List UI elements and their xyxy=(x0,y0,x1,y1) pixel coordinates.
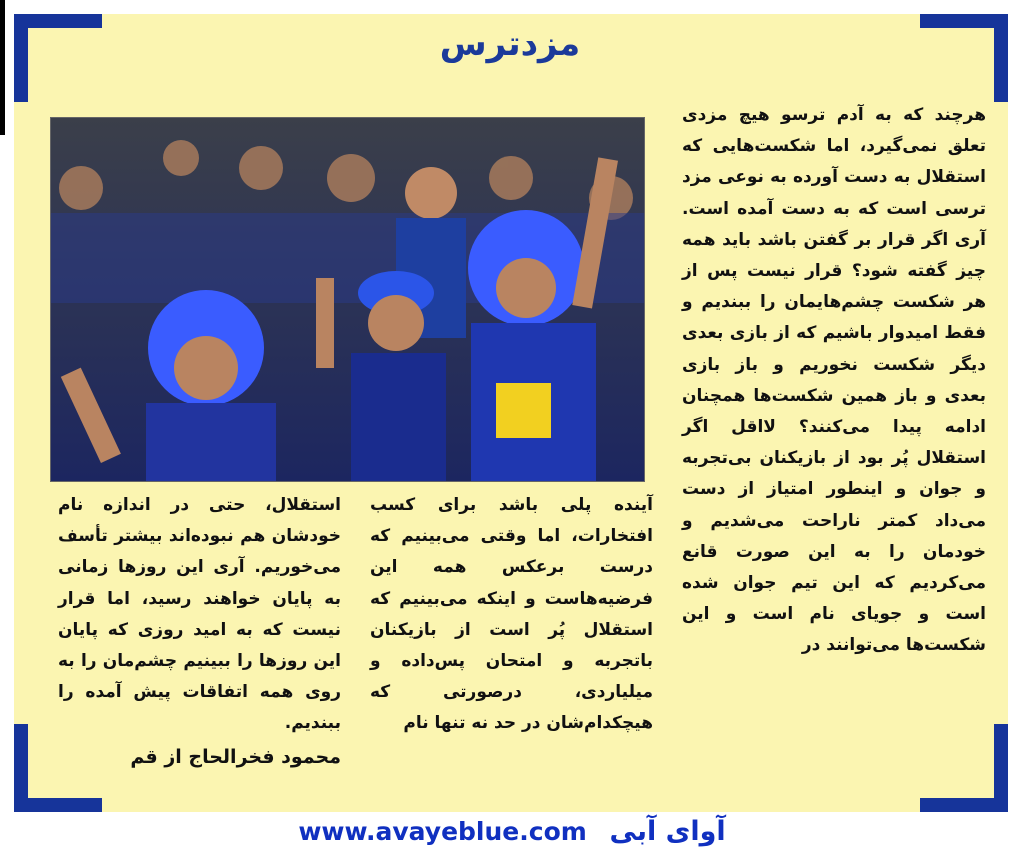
article-column-right xyxy=(682,100,986,762)
corner-bottom-left-v xyxy=(14,724,28,812)
fans-photo xyxy=(50,117,645,482)
corner-bottom-right-v xyxy=(994,724,1008,812)
corner-top-right-v xyxy=(994,14,1008,102)
footer xyxy=(0,816,1024,847)
footer-url[interactable]: www.avayeblue.com xyxy=(298,817,587,846)
footer-brand: آوای آبی xyxy=(609,816,726,847)
black-edge-bar xyxy=(0,0,5,135)
article-column-middle xyxy=(370,490,653,765)
left-column-text: استقلال، حتی در اندازه نام خودشان هم نبوده‌اند بیشتر تأسف می‌خوریم. آری این روزها زمانی به پایان خواهند رسید، اما قرار نیست که به امید روزی که پایان این روزها را ببینیم چشم‌مان را به روی همه اتفاقات پیش آمده را ببندیم. xyxy=(58,495,341,734)
right-column-text: هرچند که به آدم ترسو هیچ مزدی تعلق نمی‌گیرد، اما شکست‌هایی که استقلال به دست آورده به نوعی مزد ترسی است که به دست آمده است. آری اگر قرار بر گفتن باشد باید همه چیز گفته شود؟ قرار نیست پس از هر شکست چشم‌هایمان را ببندیم و فقط امیدوار باشیم که از بازی بعدی دیگر شکست نخوریم و باز بازی بعدی و باز همین شکست‌ها همچنان ادامه پیدا می‌کنند؟ لااقل اگر استقلال پُر بود از بازیکنان بی‌تجربه و جوان و اینطور امتیاز از دست می‌داد کمتر ناراحت می‌شدیم و خودمان را به این صورت قانع می‌کردیم که این تیم جوان شده است و جویای نام است و این شکست‌ها می‌توانند در xyxy=(682,105,986,656)
article-title: مزدترس xyxy=(439,24,581,64)
corner-top-left-v xyxy=(14,14,28,102)
author-signature: محمود فخرالحاج از قم xyxy=(130,745,341,768)
article-column-left xyxy=(58,490,341,770)
blue-wig-fans-photo xyxy=(51,118,645,482)
middle-column-text: آینده پلی باشد برای کسب افتخارات، اما وقتی می‌بینیم که درست برعکس همه این فرضیه‌هاست و اینکه می‌بینیم که استقلال پُر است از بازیکنان باتجربه و امتحان پس‌داده و میلیاردی، درصورتی که هیچکدام‌شان در حد نه تنها نام xyxy=(370,495,653,734)
